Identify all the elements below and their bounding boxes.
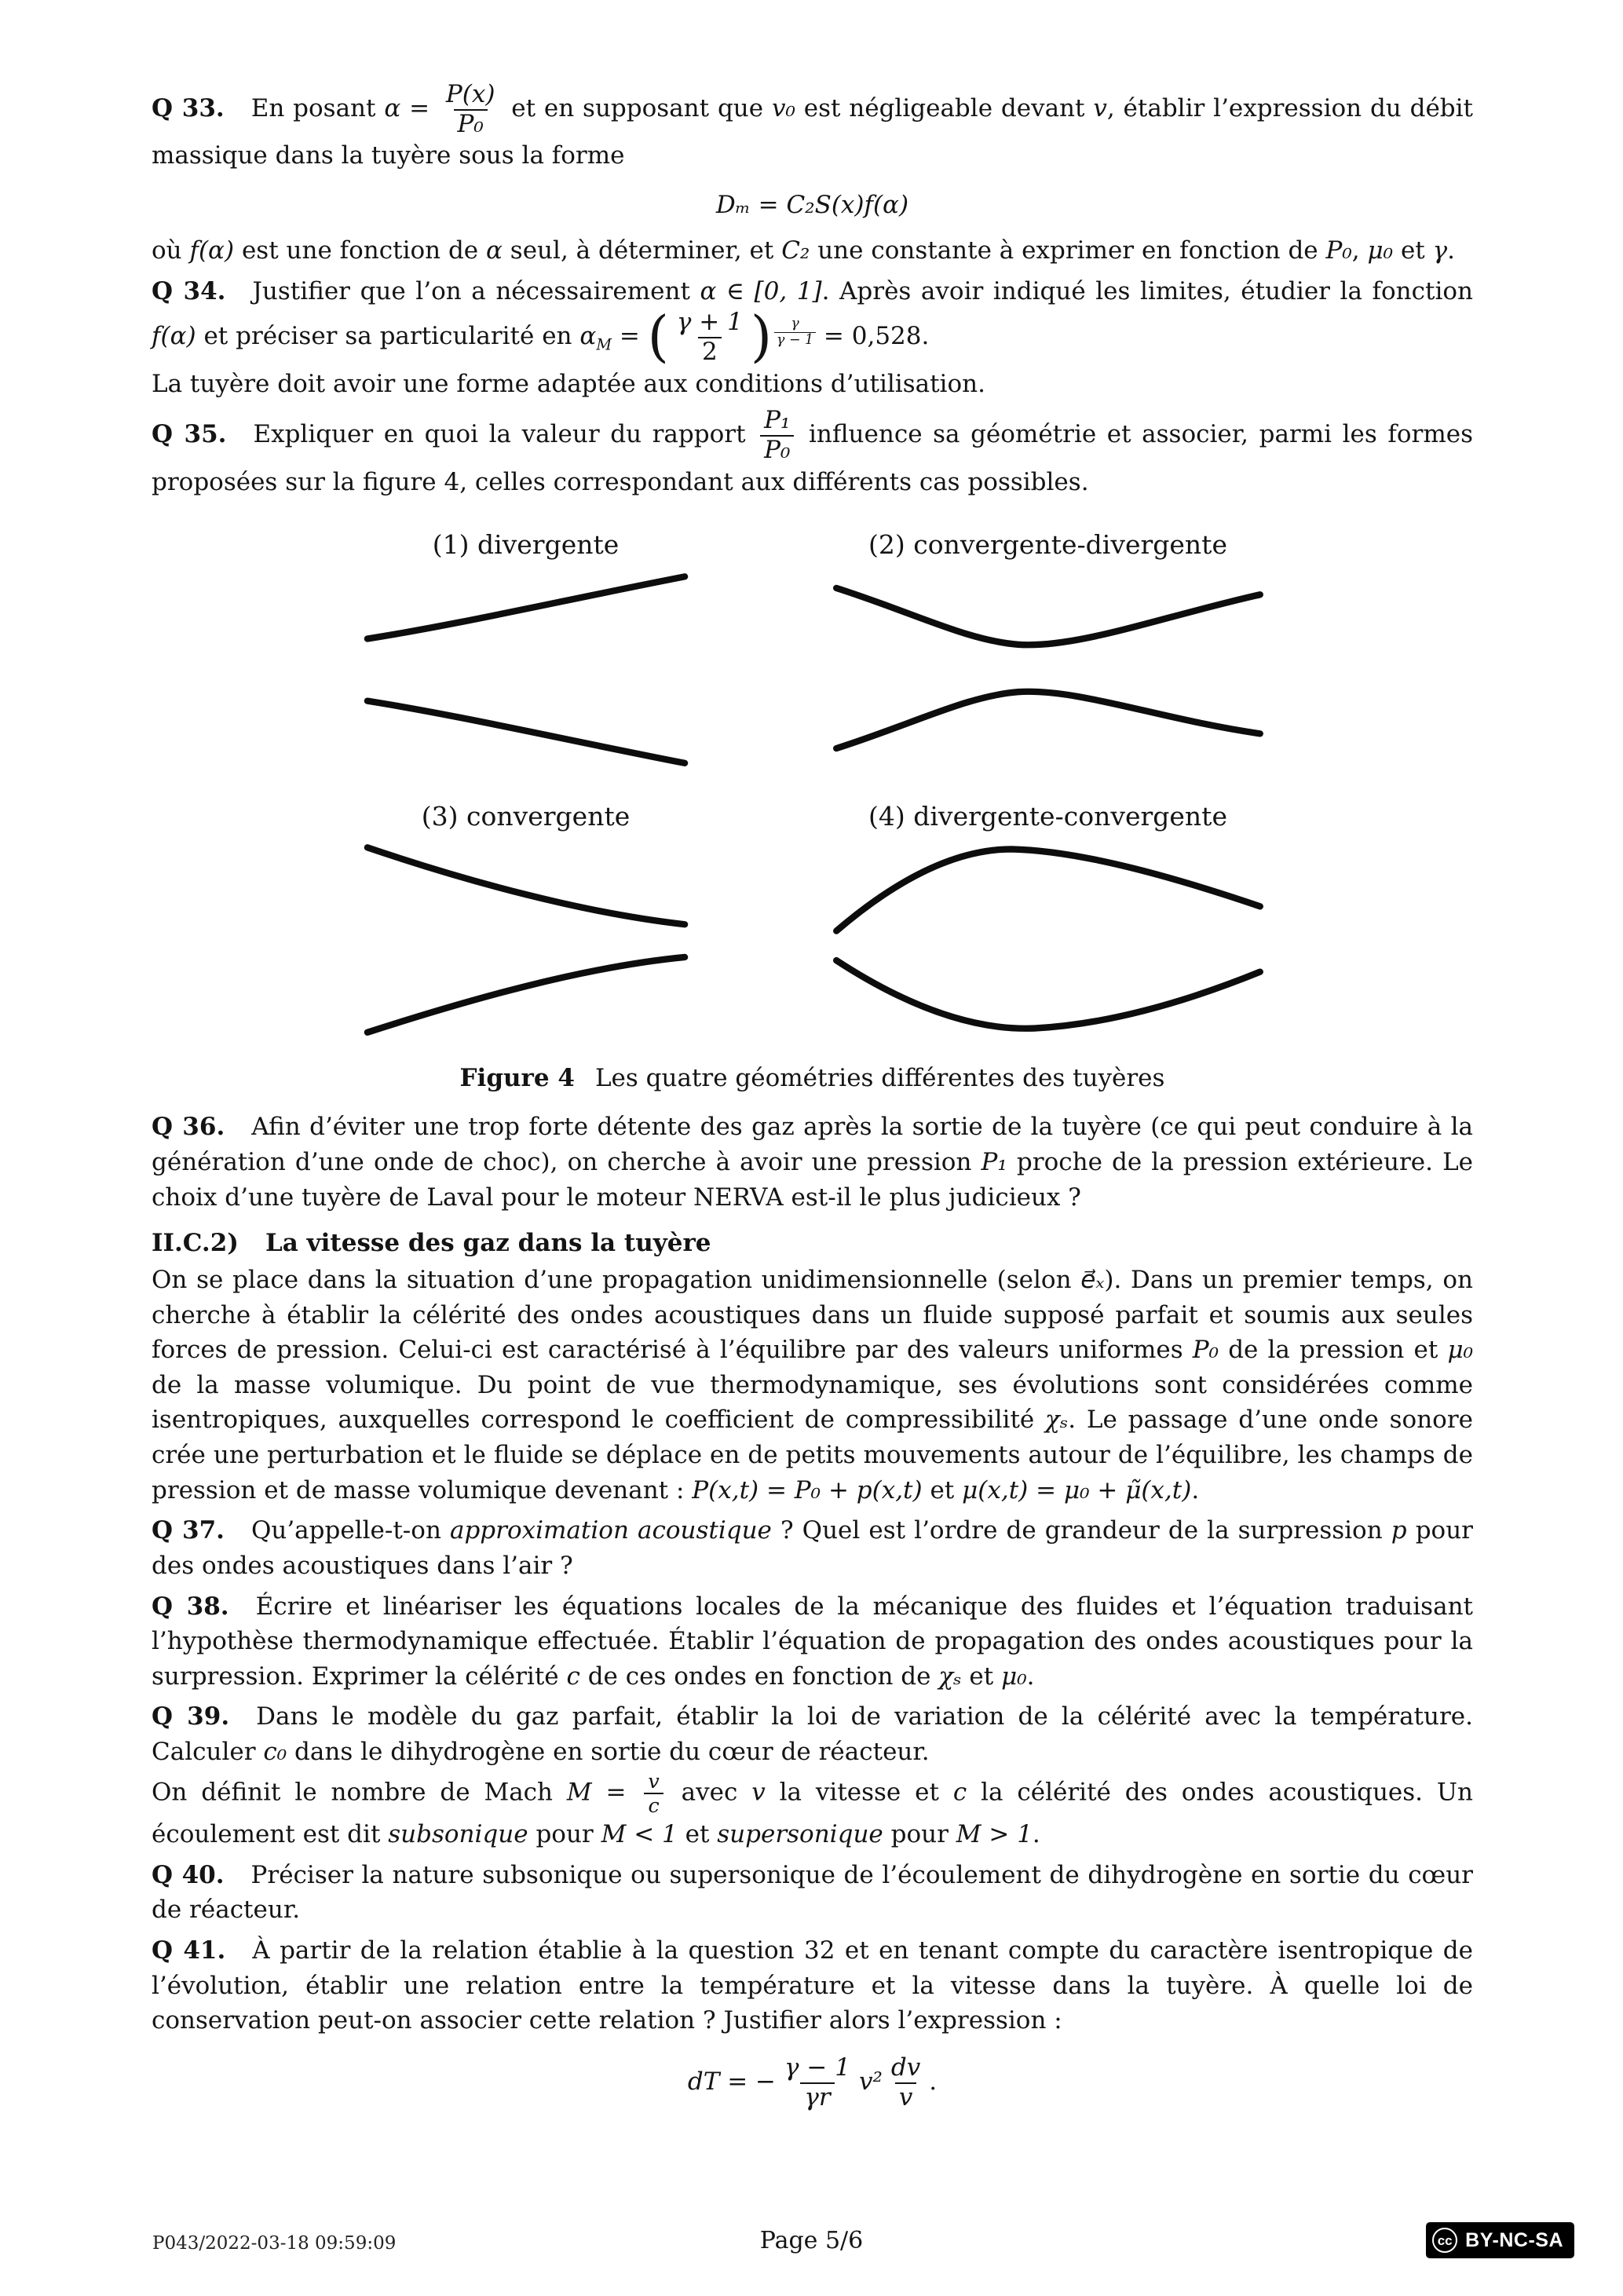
q33-continuation-paragraph: [152, 233, 1473, 269]
nozzle-cell-convergente-divergente: [828, 529, 1268, 766]
text-run: .: [929, 2067, 938, 2097]
text-run: Préciser la nature subsonique ou supersonique de l’écoulement de dihydrogène en sortie du cœur de réacteur.: [152, 1860, 1473, 1925]
fraction-numerator: v: [648, 1768, 660, 1793]
nozzle-top-wall: [367, 576, 684, 638]
nozzle-convergente-divergente-drawing: [828, 570, 1268, 766]
math-run: α: [486, 236, 503, 265]
fraction-denominator: 2: [698, 337, 722, 367]
text-run: pour des ondes acoustiques dans l’air ?: [152, 1516, 1473, 1580]
text-run: proche de la pression extérieure. Le choix d’une tuyère de Laval pour le moteur NERVA est-il le plus judicieux ?: [152, 1148, 1473, 1212]
question-label: Q 37.: [152, 1516, 225, 1545]
text-run: et: [922, 1475, 963, 1504]
text-run: Dans le modèle du gaz parfait, établir la loi de variation de la célérité avec la température. Calculer: [152, 1702, 1473, 1767]
nozzle-label: (1) divergente: [432, 529, 620, 561]
text-run: une constante à exprimer en fonction de: [810, 236, 1326, 265]
q36-paragraph: [152, 1110, 1473, 1215]
nozzle-bottom-wall: [367, 701, 684, 763]
q39-paragraph: [152, 1699, 1473, 1769]
nozzle-convergente-drawing: [357, 841, 695, 1037]
text-run: de la masse volumique. Du point de vue thermodynamique, ses évolutions sont considérées comme isentropiques, auxquelles correspond le coefficient de compressibilité: [152, 1370, 1473, 1435]
nozzle-cell-convergente: [357, 801, 695, 1038]
nozzle-top-wall: [367, 848, 684, 925]
nozzle-divergente-drawing: [357, 570, 695, 766]
page-content: [152, 75, 1473, 2124]
text-run: la vitesse et: [765, 1778, 953, 1807]
question-label: Q 36.: [152, 1113, 225, 1142]
text-run: où: [152, 236, 190, 265]
text-run: de ces ondes en fonction de: [579, 1662, 939, 1691]
math-run: f(α): [152, 322, 196, 351]
nozzle-label: (2) convergente-divergente: [868, 529, 1227, 561]
math-run: P₀: [1325, 236, 1352, 265]
nozzle-grid: [326, 529, 1299, 1037]
fraction-numerator: P₁: [764, 406, 791, 435]
text-run: et: [677, 1820, 718, 1849]
question-label: Q 34.: [152, 276, 226, 305]
text-run: .: [1191, 1475, 1200, 1504]
text-run: la célérité des ondes acoustiques. Un écoulement est dit: [152, 1778, 1473, 1849]
fraction-denominator: P₀: [454, 109, 488, 139]
math-run: v₀: [771, 94, 795, 123]
question-label: Q 33.: [152, 94, 225, 123]
math-run: χₛ: [938, 1662, 962, 1691]
text-run: On définit le nombre de Mach: [152, 1778, 567, 1807]
q37-paragraph: [152, 1513, 1473, 1583]
license-label: BY-NC-SA: [1465, 2228, 1563, 2251]
text-run: On se place dans la situation d’une propagation unidimensionnelle (selon: [152, 1265, 1081, 1294]
nozzle-label: (4) divergente-convergente: [868, 800, 1227, 832]
fraction-numerator: dv: [890, 2053, 921, 2082]
text-run: et préciser sa particularité en: [196, 322, 580, 351]
q41-paragraph: [152, 1933, 1473, 2038]
text-run: = 0,528.: [816, 322, 930, 351]
figure-caption-label: Figure 4: [459, 1064, 575, 1093]
question-label: Q 41.: [152, 1936, 226, 1965]
fraction: [673, 309, 747, 366]
exponent-fraction: [774, 316, 816, 349]
fraction: [887, 2054, 924, 2111]
nozzle-bottom-wall: [836, 961, 1260, 1029]
math-run: P₁: [981, 1148, 1007, 1177]
question-label: Q 35.: [152, 420, 227, 449]
display-equation-dT: [152, 2054, 1473, 2111]
big-right-paren: ): [750, 305, 773, 370]
math-run: μ₀: [1447, 1336, 1474, 1365]
big-left-paren: (: [647, 305, 669, 370]
text-run: et: [1393, 236, 1433, 265]
text-run: , établir l’expression du débit massique dans la tuyère sous la forme: [152, 94, 1474, 170]
fraction-denominator: v: [895, 2082, 917, 2112]
math-run: α =: [384, 94, 438, 123]
text-run: est une fonction de: [234, 236, 487, 265]
nozzle-bottom-wall: [836, 692, 1260, 748]
figure-caption: [326, 1064, 1299, 1092]
fraction-numerator: γ − 1: [784, 2053, 850, 2082]
text-run: La tuyère doit avoir une forme adaptée aux conditions d’utilisation.: [152, 369, 985, 398]
math-run: P₀: [1192, 1336, 1219, 1365]
subscript-M: M: [596, 335, 612, 354]
math-run: M < 1: [601, 1820, 678, 1849]
text-run: ). Dans un premier temps, on cherche à établir la célérité des ondes acoustiques dans un fluide supposé parfait et soumis aux seules forces de pression. Celui-ci est caractérisé à l’équilibre par des valeurs uniformes: [152, 1265, 1474, 1365]
display-equation-mass-flow: [152, 189, 1473, 221]
emphasis-text: supersonique: [717, 1820, 883, 1849]
math-run: P(x,t) = P₀ + p(x,t): [692, 1475, 923, 1504]
math-run: c₀: [263, 1738, 287, 1767]
text-run: et: [961, 1662, 1002, 1691]
math-run: α: [579, 322, 597, 351]
fraction-denominator: c: [644, 1793, 663, 1817]
creative-commons-icon: [1432, 2228, 1457, 2253]
text-run: . Après avoir indiqué les limites, étudier la fonction: [821, 276, 1473, 305]
fraction: [644, 1770, 663, 1817]
text-run: .: [1447, 236, 1455, 265]
text-run: est négligeable devant: [795, 94, 1094, 123]
math-run: v: [1093, 94, 1107, 123]
math-run: μ(x,t) = μ₀ + μ̃(x,t): [962, 1475, 1192, 1504]
text-run: =: [611, 322, 648, 351]
figure-caption-text: Les quatre géométries différentes des tuyères: [594, 1064, 1165, 1093]
nozzle-bottom-wall: [367, 957, 684, 1033]
question-label: Q 40.: [152, 1860, 225, 1889]
text-run: Écrire et linéariser les équations locales de la mécanique des fluides et l’équation traduisant l’hypothèse thermodynamique effectuée. Établir l’équation de propagation des ondes acoustiques pour la surpression. Exprimer la célérité: [152, 1592, 1473, 1691]
q33-paragraph: [152, 81, 1473, 174]
math-run: μ₀: [1367, 236, 1394, 265]
q34-note-paragraph: [152, 367, 1473, 402]
q38-paragraph: [152, 1589, 1473, 1695]
text-run: .: [1032, 1820, 1040, 1849]
nozzle-top-wall: [836, 850, 1260, 931]
page-number: Page 5/6: [759, 2227, 864, 2254]
text-run: pour: [528, 1820, 601, 1849]
nozzle-cell-divergente-convergente: [828, 801, 1268, 1038]
text-run: et en supposant que: [503, 94, 772, 123]
math-run: μ₀: [1001, 1662, 1027, 1691]
math-run: M: [566, 1778, 592, 1807]
acoustics-intro-paragraph: [152, 1263, 1473, 1508]
text-run: .: [1026, 1662, 1035, 1691]
emphasis-text: approximation acoustique: [449, 1516, 772, 1545]
text-run: avec: [667, 1778, 752, 1807]
text-run: Afin d’éviter une trop forte détente des gaz après la sortie de la tuyère (ce qui peut conduire à la génération d’une onde de choc), on cherche à avoir une pression: [152, 1113, 1473, 1177]
text-run: Qu’appelle-t-on: [250, 1516, 450, 1545]
fraction: [442, 81, 499, 138]
fraction: [760, 407, 794, 464]
text-run: dans le dihydrogène en sortie du cœur de réacteur.: [287, 1738, 930, 1767]
text-run: Justifier que l’on a nécessairement: [252, 276, 700, 305]
text-run: seul, à déterminer, et: [502, 236, 782, 265]
q40-paragraph: [152, 1858, 1473, 1928]
nozzle-divergente-convergente-drawing: [828, 841, 1268, 1037]
document-id-timestamp: P043/2022-03-18 09:59:09: [152, 2233, 397, 2254]
math-run: p: [1391, 1516, 1407, 1545]
text-run: pour: [883, 1820, 956, 1849]
text-run: de la pression et: [1219, 1336, 1448, 1365]
math-run: e⃗ₓ: [1080, 1265, 1105, 1294]
q34-paragraph: [152, 274, 1473, 370]
page-footer: [0, 2221, 1623, 2261]
figure-4: [326, 529, 1299, 1092]
text-run: À partir de la relation établie à la question 32 et en tenant compte du caractère isentropique de l’évolution, établir une relation entre la température et la vitesse dans la tuyère. À quelle loi de conservation peut-on associer cette relation ? Justifier alors l’expression :: [152, 1936, 1473, 2035]
cc-icon-text: cc: [1437, 2232, 1453, 2248]
nozzle-cell-divergente: [357, 529, 695, 766]
math-run: Dₘ = C₂S(x)f(α): [715, 190, 909, 219]
nozzle-label: (3) convergente: [421, 800, 631, 832]
math-run: χₛ: [1045, 1406, 1069, 1435]
fraction-denominator: γ − 1: [774, 332, 816, 349]
math-run: M > 1: [956, 1820, 1033, 1849]
text-run: influence sa géométrie et associer, parmi les formes proposées sur la figure 4, celles correspondant aux différents cas possibles.: [152, 420, 1473, 496]
math-run: f(α): [189, 236, 235, 265]
nozzle-top-wall: [836, 588, 1260, 645]
question-label: Q 38.: [152, 1592, 229, 1621]
math-run: v: [751, 1778, 766, 1807]
section-title: La vitesse des gaz dans la tuyère: [265, 1229, 711, 1258]
section-number: II.C.2): [152, 1229, 239, 1258]
text-run: Expliquer en quoi la valeur du rapport: [253, 420, 757, 449]
text-run: En posant: [250, 94, 385, 123]
section-heading: [152, 1226, 1473, 1261]
text-run: =: [591, 1778, 641, 1807]
mach-definition-paragraph: [152, 1770, 1473, 1852]
fraction-denominator: P₀: [760, 435, 794, 465]
fraction-denominator: γr: [800, 2082, 834, 2112]
emphasis-text: subsonique: [388, 1820, 528, 1849]
q35-paragraph: [152, 407, 1473, 499]
text-run: ? Quel est l’ordre de grandeur de la surpression: [771, 1516, 1391, 1545]
math-run: c: [566, 1662, 580, 1691]
cc-license-badge: [1426, 2222, 1574, 2258]
math-run: dT = −: [687, 2067, 777, 2097]
math-run: c: [952, 1778, 967, 1807]
math-run: γ: [1432, 236, 1448, 265]
fraction-numerator: γ + 1: [676, 308, 743, 337]
math-run: α ∈ [0, 1]: [700, 276, 822, 305]
question-label: Q 39.: [152, 1702, 230, 1731]
fraction: [780, 2054, 854, 2111]
text-run: . Le passage d’une onde sonore crée une perturbation et le fluide se déplace en de petits mouvements autour de l’équilibre, les champs de pression et de masse volumique devenant :: [152, 1406, 1473, 1504]
math-run: v²: [858, 2067, 883, 2097]
fraction-numerator: γ: [791, 315, 799, 331]
math-run: C₂: [781, 236, 810, 265]
fraction-numerator: P(x): [445, 80, 495, 108]
text-run: ,: [1351, 236, 1368, 265]
